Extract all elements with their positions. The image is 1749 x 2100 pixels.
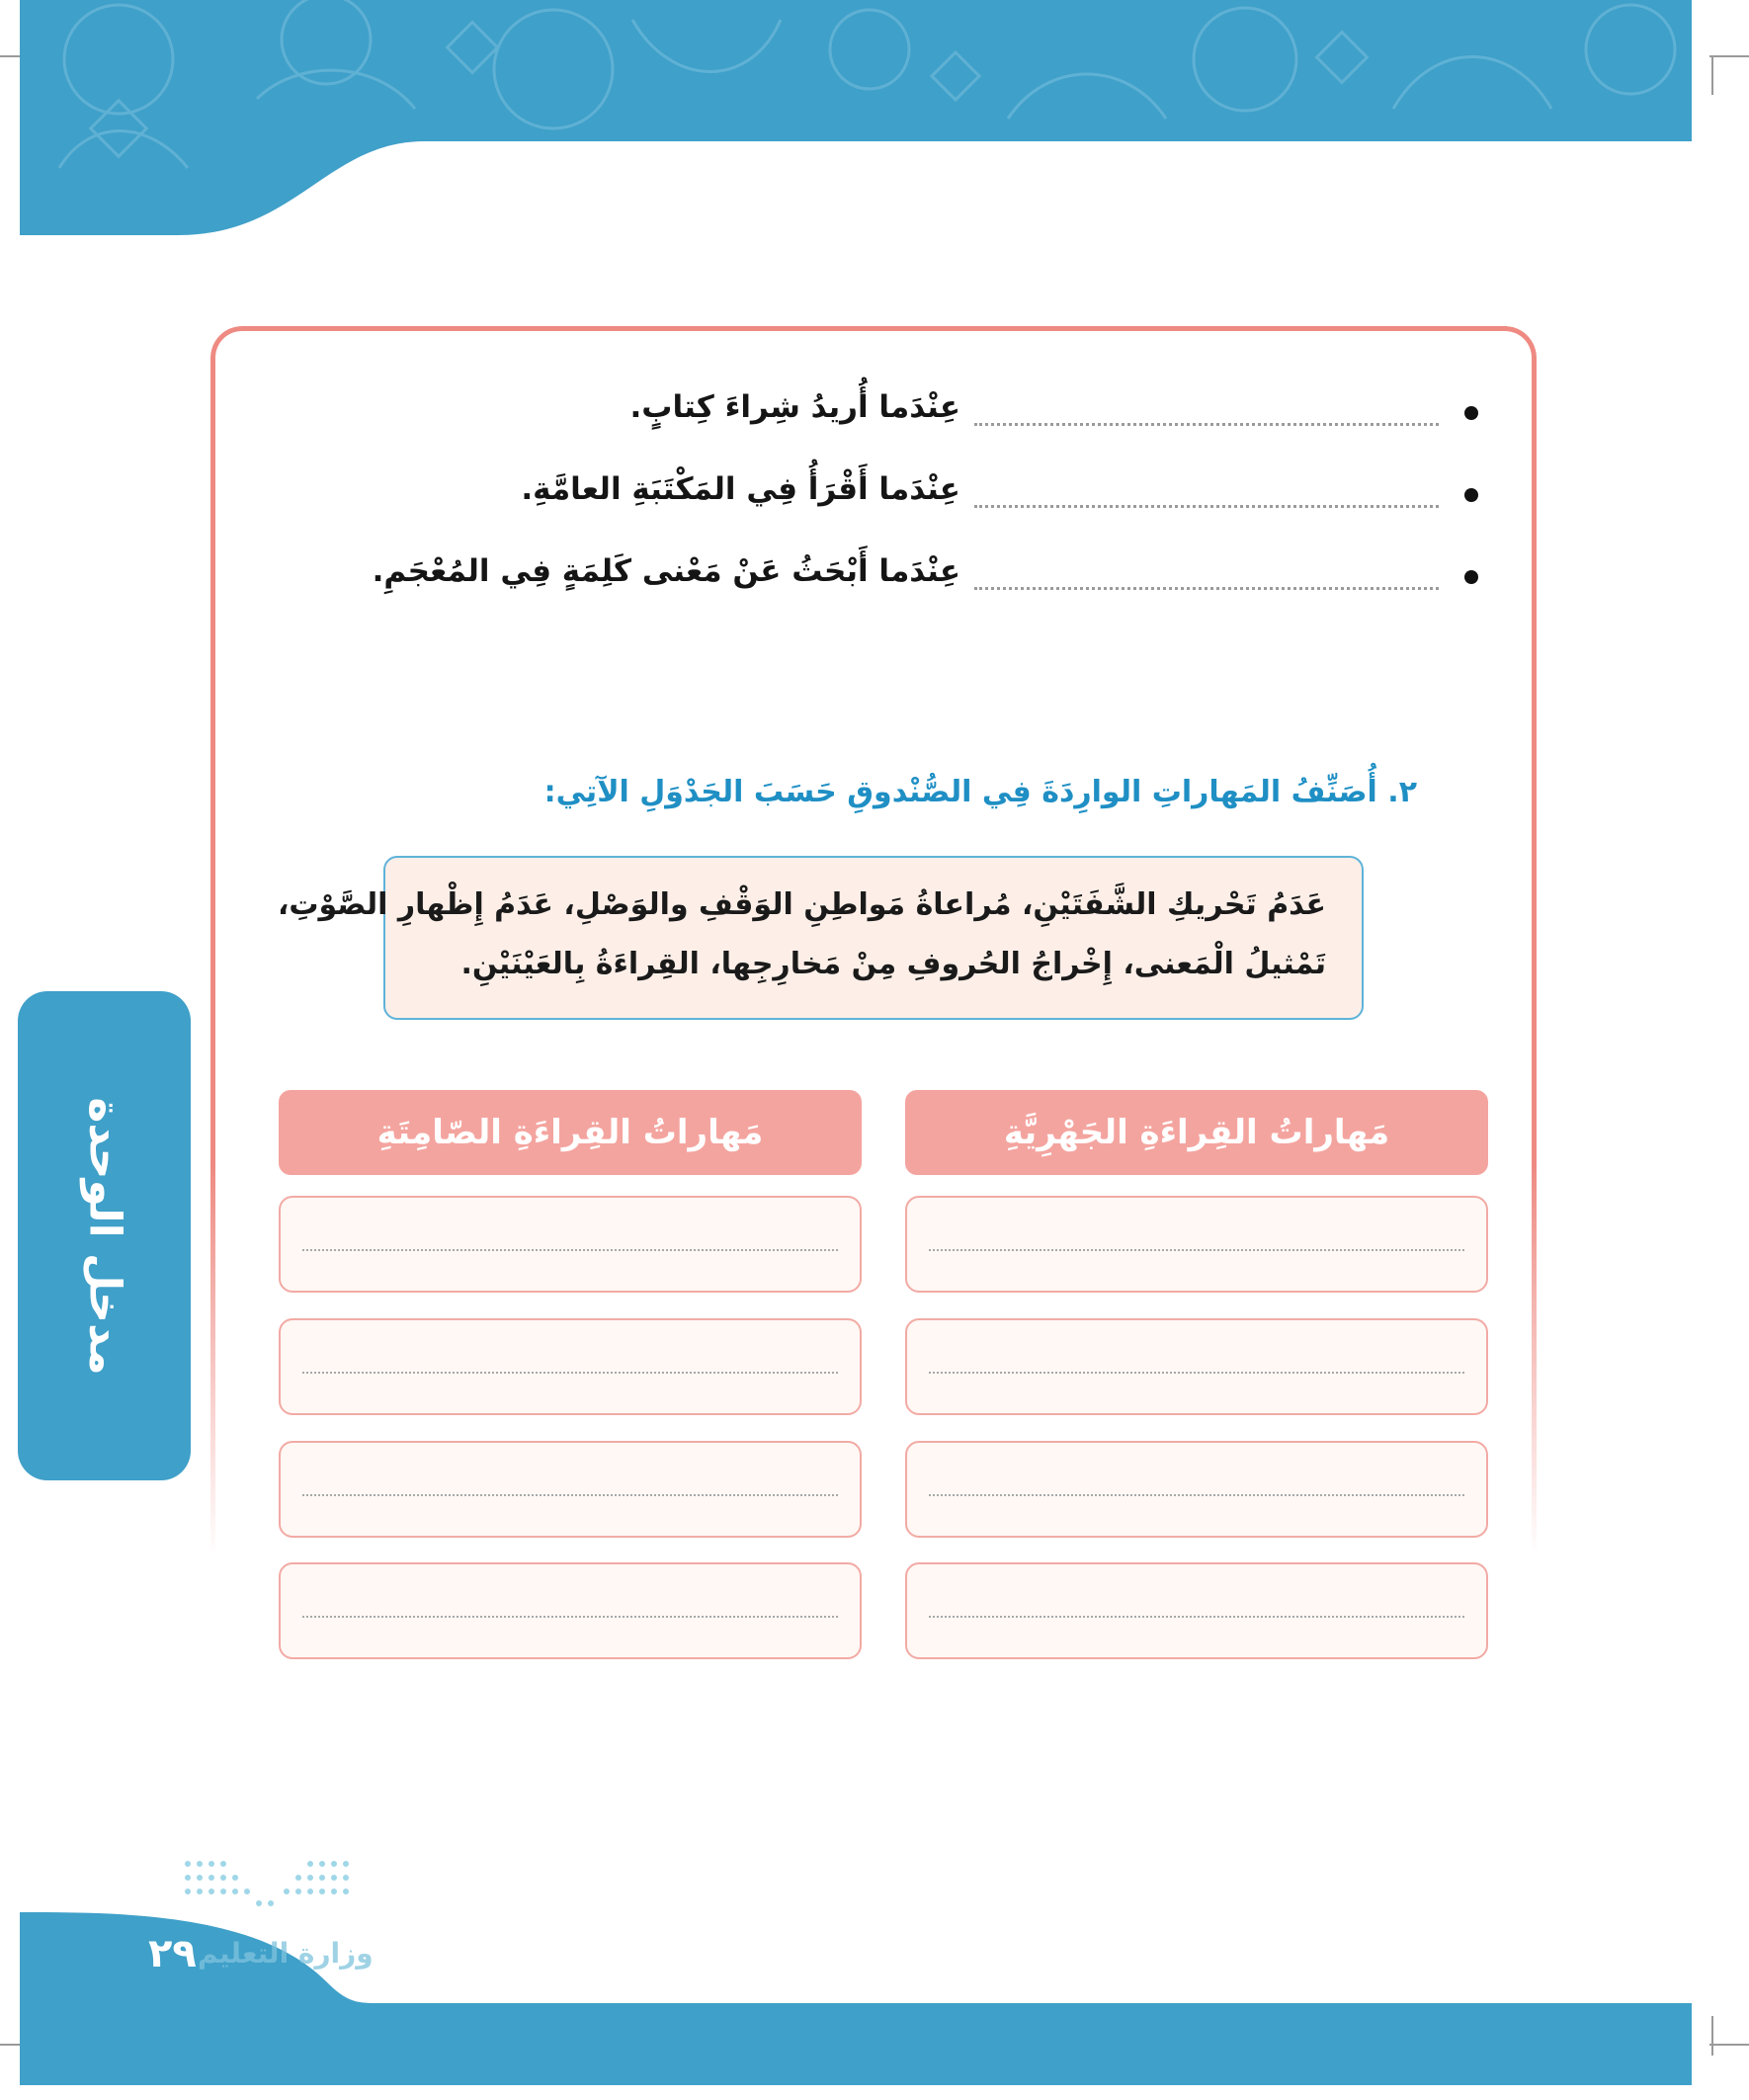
bullet-text: عِنْدَما أُريدُ شِراءَ كِتابٍ. xyxy=(629,389,960,425)
ministry-name: وزارة التعليم xyxy=(198,1937,374,1970)
bullet-item xyxy=(372,549,1478,609)
bullet-text: عِنْدَما أَقْرَأُ فِي المَكْتَبَةِ العامَّةِ. xyxy=(521,471,960,507)
answer-dotted-line xyxy=(929,1372,1464,1374)
question-2-title: ٢. أُصَنِّفُ المَهاراتِ الوارِدَةَ فِي الصُّنْدوقِ حَسَبَ الجَدْوَلِ الآتِي: xyxy=(543,775,1417,809)
page-number: ٢٩ xyxy=(148,1931,197,1976)
skills-word-box xyxy=(277,856,1364,1020)
answer-dotted-line[interactable] xyxy=(974,587,1439,590)
unit-intro-label: مدخل الوحدة xyxy=(79,1096,129,1376)
answer-dotted-line xyxy=(929,1616,1464,1618)
bullet-text: عِنْدَما أَبْحَثُ عَنْ مَعْنى كَلِمَةٍ فِي المُعْجَمِ. xyxy=(372,553,960,589)
bullet-item xyxy=(455,385,1478,445)
bullet-dot-icon xyxy=(1464,406,1478,420)
loud-answer-box[interactable] xyxy=(905,1441,1488,1538)
loud-answer-box[interactable] xyxy=(905,1318,1488,1415)
silent-answer-box[interactable] xyxy=(279,1318,862,1415)
loud-reading-header: مَهاراتُ القِراءَةِ الجَهْرِيَّةِ xyxy=(905,1090,1488,1175)
answer-dotted-line xyxy=(302,1494,838,1496)
silent-answer-box[interactable] xyxy=(279,1196,862,1293)
silent-answer-box[interactable] xyxy=(279,1441,862,1538)
loud-answer-box[interactable] xyxy=(905,1196,1488,1293)
answer-dotted-line xyxy=(302,1372,838,1374)
loud-answer-box[interactable] xyxy=(905,1562,1488,1659)
answer-dotted-line xyxy=(302,1616,838,1618)
answer-dotted-line[interactable] xyxy=(974,505,1439,508)
answer-dotted-line[interactable] xyxy=(974,423,1439,426)
bullet-dot-icon xyxy=(1464,488,1478,502)
word-box-line: تَمْثيلُ الْمَعنى، إِخْراجُ الحُروفِ مِنْ مَخارِجِها، القِراءَةُ بِالعَيْنَيْنِ. xyxy=(460,947,1326,981)
answer-dotted-line xyxy=(929,1494,1464,1496)
silent-reading-header: مَهاراتُ القِراءَةِ الصّامِتَةِ xyxy=(279,1090,862,1175)
answer-dotted-line xyxy=(302,1249,838,1251)
answer-dotted-line xyxy=(929,1249,1464,1251)
silent-answer-box[interactable] xyxy=(279,1562,862,1659)
bullet-dot-icon xyxy=(1464,570,1478,584)
bullet-item xyxy=(455,467,1478,527)
unit-intro-tab xyxy=(18,991,191,1480)
top-banner xyxy=(0,0,1749,237)
ministry-logo-dots-icon xyxy=(178,1856,356,1915)
word-box-line: عَدَمُ تَحْريكِ الشَّفَتَيْنِ، مُراعاةُ مَواطِنِ الوَقْفِ والوَصْلِ، عَدَمُ إِظْهارِ الصَّوْتِ، xyxy=(277,887,1326,922)
